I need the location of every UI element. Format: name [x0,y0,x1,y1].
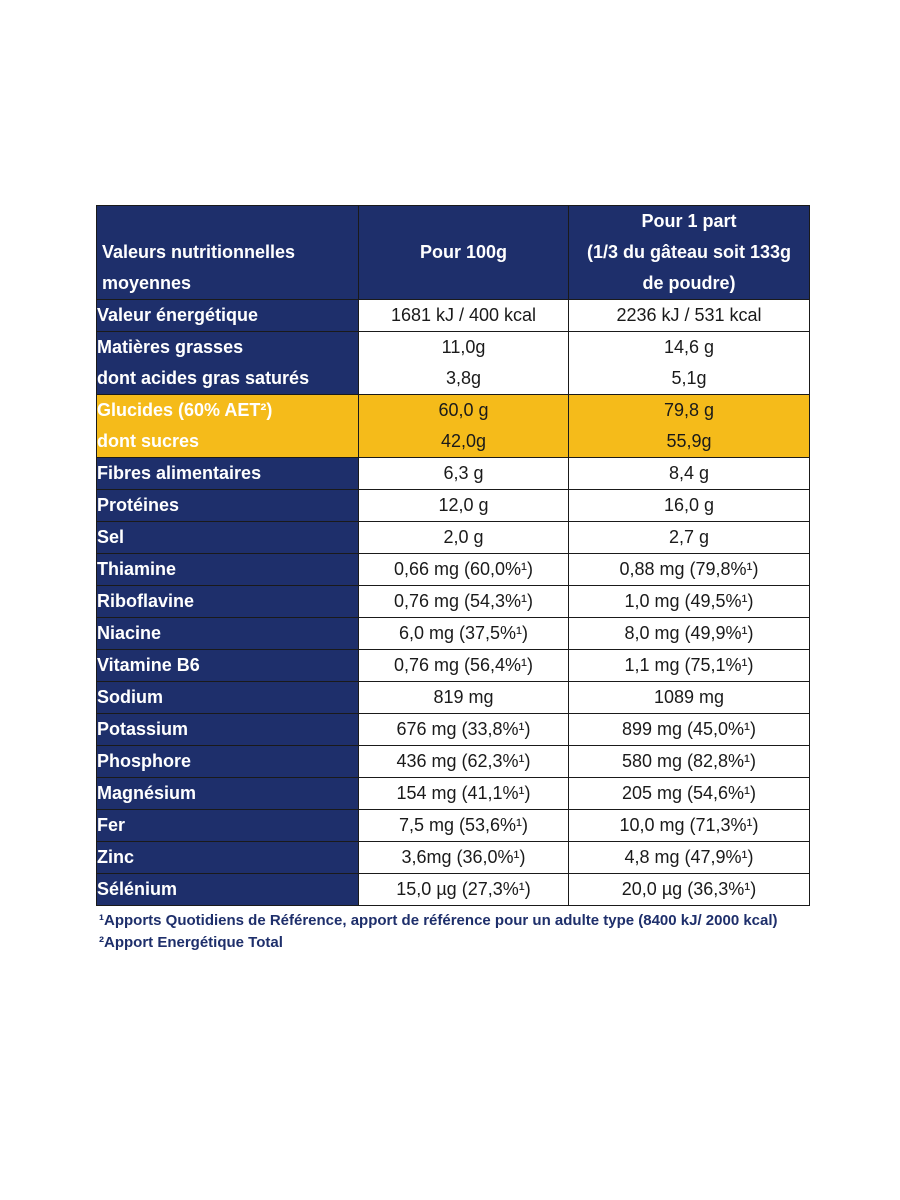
row-label: Sel [97,522,359,554]
fat-value-per-100g: 11,0g [441,337,486,357]
table-row [97,650,810,682]
fat-values-per-portion [569,332,810,395]
row-label: Fer [97,810,359,842]
table-row [97,522,810,554]
fat-values-per-100g [359,332,569,395]
table-row [97,300,810,332]
row-label: Sélénium [97,874,359,906]
table-row [97,810,810,842]
header-per-portion-line3: de poudre) [642,273,736,293]
carbs-label: Glucides (60% AET²) [97,400,273,420]
table-row [97,490,810,522]
nutrition-facts [96,205,809,954]
value-per-100g: 7,5 mg (53,6%¹) [359,810,569,842]
saturated-fat-label: dont acides gras saturés [97,368,310,388]
table-row [97,586,810,618]
table-row [97,714,810,746]
footnote-total-energy: ²Apport Energétique Total [99,934,283,951]
table-row-carbs-highlighted [97,395,810,458]
row-label: Niacine [97,618,359,650]
table-row [97,778,810,810]
table-row [97,874,810,906]
table-row [97,682,810,714]
header-row [97,206,810,300]
value-per-100g: 154 mg (41,1%¹) [359,778,569,810]
footnote-reference-intakes: ¹Apports Quotidiens de Référence, apport de référence pour un adulte type (8400 kJ/ 2000 kcal) [99,912,778,929]
table-row-fat [97,332,810,395]
header-label-line2: moyennes [102,273,192,293]
value-per-100g: 819 mg [359,682,569,714]
header-per-portion-line1: Pour 1 part [641,211,737,231]
row-label: Phosphore [97,746,359,778]
value-per-100g: 6,0 mg (37,5%¹) [359,618,569,650]
row-label: Riboflavine [97,586,359,618]
value-per-portion: 1,0 mg (49,5%¹) [569,586,810,618]
row-label: Magnésium [97,778,359,810]
row-label: Potassium [97,714,359,746]
value-per-100g: 0,76 mg (56,4%¹) [359,650,569,682]
value-per-100g: 0,66 mg (60,0%¹) [359,554,569,586]
row-label: Thiamine [97,554,359,586]
saturated-fat-value-per-portion: 5,1g [671,368,707,388]
row-label: Protéines [97,490,359,522]
table-row [97,746,810,778]
row-label: Sodium [97,682,359,714]
saturated-fat-value-per-100g: 3,8g [445,368,482,388]
value-per-portion: 2236 kJ / 531 kcal [569,300,810,332]
row-label-carbs [97,395,359,458]
value-per-100g: 2,0 g [359,522,569,554]
header-per-portion-line2: (1/3 du gâteau soit 133g [586,242,792,262]
value-per-portion: 1089 mg [569,682,810,714]
value-per-portion: 899 mg (45,0%¹) [569,714,810,746]
value-per-100g: 3,6mg (36,0%¹) [359,842,569,874]
table-row [97,458,810,490]
header-label-line1: Valeurs nutritionnelles [102,242,296,262]
value-per-portion: 20,0 µg (36,3%¹) [569,874,810,906]
row-label: Valeur énergétique [97,300,359,332]
value-per-portion: 16,0 g [569,490,810,522]
carbs-values-per-100g [359,395,569,458]
value-per-portion: 2,7 g [569,522,810,554]
table-row [97,554,810,586]
row-label: Vitamine B6 [97,650,359,682]
row-label-fat [97,332,359,395]
sugars-value-per-100g: 42,0g [440,431,487,451]
table-row [97,842,810,874]
sugars-label: dont sucres [97,431,200,451]
value-per-portion: 10,0 mg (71,3%¹) [569,810,810,842]
row-label: Zinc [97,842,359,874]
value-per-100g: 1681 kJ / 400 kcal [359,300,569,332]
carbs-value-per-100g: 60,0 g [438,400,489,420]
value-per-portion: 8,0 mg (49,9%¹) [569,618,810,650]
carbs-value-per-portion: 79,8 g [663,400,715,420]
value-per-portion: 4,8 mg (47,9%¹) [569,842,810,874]
value-per-portion: 8,4 g [569,458,810,490]
header-per-100g [359,206,569,300]
fat-label: Matières grasses [97,337,244,357]
value-per-100g: 15,0 µg (27,3%¹) [359,874,569,906]
footnotes [96,910,809,954]
nutrition-table [96,205,810,906]
value-per-portion: 0,88 mg (79,8%¹) [569,554,810,586]
header-label-cell [97,206,359,300]
header-per-portion [569,206,810,300]
value-per-100g: 6,3 g [359,458,569,490]
carbs-values-per-portion [569,395,810,458]
value-per-100g: 676 mg (33,8%¹) [359,714,569,746]
value-per-100g: 0,76 mg (54,3%¹) [359,586,569,618]
value-per-100g: 12,0 g [359,490,569,522]
fat-value-per-portion: 14,6 g [663,337,715,357]
sugars-value-per-portion: 55,9g [666,431,712,451]
header-per-100g-label: Pour 100g [419,242,508,262]
row-label: Fibres alimentaires [97,458,359,490]
value-per-100g: 436 mg (62,3%¹) [359,746,569,778]
value-per-portion: 205 mg (54,6%¹) [569,778,810,810]
value-per-portion: 1,1 mg (75,1%¹) [569,650,810,682]
table-row [97,618,810,650]
value-per-portion: 580 mg (82,8%¹) [569,746,810,778]
